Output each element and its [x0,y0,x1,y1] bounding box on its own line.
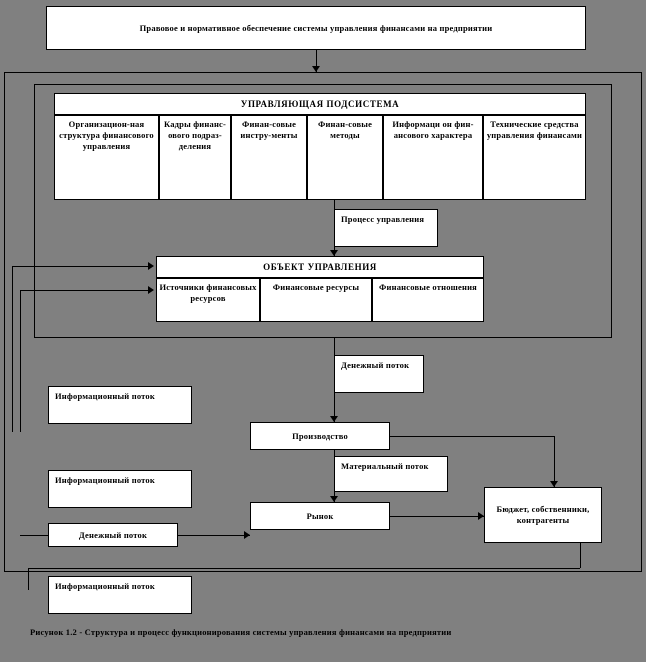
connector-object-to-production [334,338,335,422]
feedback-line-left-vertical [12,266,13,432]
budget-feedback-vertical [580,543,581,568]
control-cell: Информаци он фин-ансового характера [383,115,483,200]
arrow-feedback-into-object-icon [148,262,154,270]
object-subsystem-cells [156,278,484,322]
object-cell: Источники финансовых ресурсов [156,278,260,322]
budget-feedback-left-vertical [28,568,29,590]
arrow-market-to-budget-icon [478,512,484,520]
arrow-production-to-budget-icon [550,481,558,487]
arrow-money-flow-to-market-icon [244,531,250,539]
object-subsystem-title: ОБЪЕКТ УПРАВЛЕНИЯ [156,256,484,278]
money-flow-feedback-line-2 [178,535,250,536]
control-cell: Технические средства управления финансами [483,115,586,200]
control-cell: Финан-совые инстру-менты [231,115,307,200]
arrow-feedback-into-object-2-icon [148,286,154,294]
information-flow-1-box: Информационный поток [48,386,192,424]
connector-production-to-budget [390,436,554,437]
management-process-box: Процесс управления [334,209,438,247]
connector-market-to-budget [390,516,484,517]
object-cell: Финансовые отношения [372,278,484,322]
connector-control-to-object [334,200,335,256]
control-cell: Организацион-ная структура финансового управления [54,115,159,200]
connector-production-to-budget-vertical [554,436,555,487]
money-flow-2-box: Денежный поток [48,523,178,547]
object-cell: Финансовые ресурсы [260,278,372,322]
information-flow-3-box: Информационный поток [48,576,192,614]
market-box: Рынок [250,502,390,530]
feedback-line-left-horizontal-2 [20,290,150,291]
information-flow-2-box: Информационный поток [48,470,192,508]
control-subsystem-cells [54,115,586,200]
budget-feedback-horizontal [28,568,580,569]
control-cell: Финан-совые методы [307,115,383,200]
money-flow-1-box: Денежный поток [334,355,424,393]
control-subsystem-title: УПРАВЛЯЮЩАЯ ПОДСИСТЕМА [54,93,586,115]
control-cell: Кадры финанс-ового подраз-деления [159,115,231,200]
material-flow-box: Материальный поток [334,456,448,492]
money-flow-feedback-line [20,535,48,536]
figure-caption: Рисунок 1.2 - Структура и процесс функционирования системы управления финансами на предприятии [30,627,452,637]
production-box: Производство [250,422,390,450]
budget-box: Бюджет, собственники, контрагенты [484,487,602,543]
feedback-line-left-vertical-2 [20,290,21,432]
legal-framework-box: Правовое и нормативное обеспечение системы управления финансами на предприятии [46,6,586,50]
feedback-line-left-horizontal [12,266,150,267]
